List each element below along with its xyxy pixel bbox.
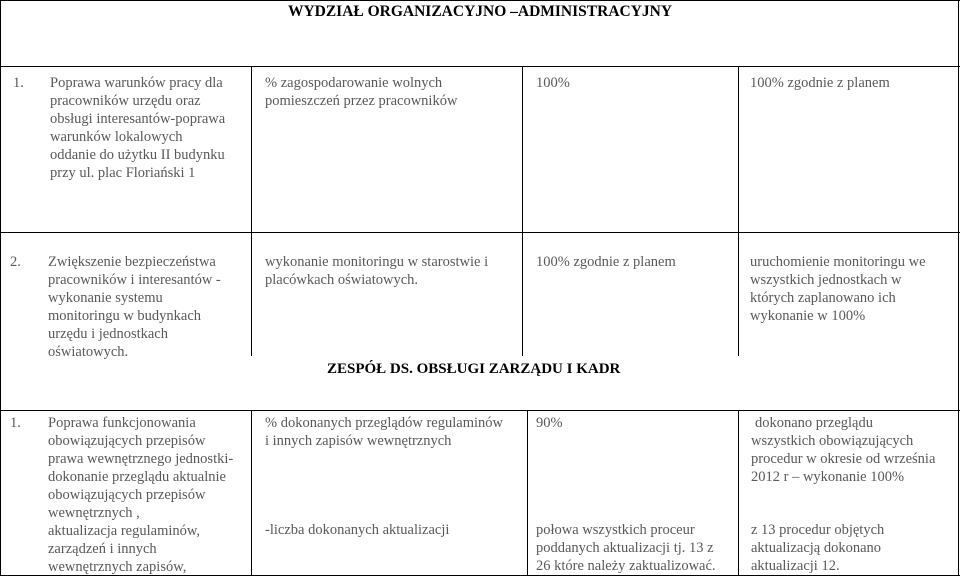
result-line: których zaplanowano ich — [750, 290, 896, 306]
task-line: zarządzeń i innych — [48, 541, 157, 557]
table-border-right — [958, 0, 959, 576]
result-cell: 100% zgodnie z planem — [750, 75, 890, 91]
task-line: przy ul. plac Floriański 1 — [50, 165, 196, 181]
target-line: poddanych aktualizacji tj. 13 z — [536, 540, 714, 556]
row-divider-title — [0, 66, 960, 67]
task-line: urzędu i jednostkach — [48, 326, 168, 342]
table-border-left — [0, 0, 1, 576]
row-number: 2. — [10, 254, 21, 270]
result-line: wykonanie w 100% — [750, 308, 866, 324]
measure-cell — [265, 74, 520, 110]
task-cell — [48, 253, 248, 361]
task-cell — [48, 414, 253, 576]
result-cell — [751, 414, 956, 486]
result-line: wszystkich jednostkach w — [750, 272, 902, 288]
col-divider-1 — [251, 232, 252, 356]
measure-line: % zagospodarowanie wolnych — [265, 75, 443, 91]
result-cell-2 — [751, 521, 956, 575]
task-line: obsługi interesantów-poprawa — [50, 111, 226, 127]
result-line: aktualizacją dokonano — [751, 540, 882, 556]
result-line: 2012 r – wykonanie 100% — [751, 469, 905, 485]
col-divider-2 — [522, 232, 523, 356]
measure-cell — [265, 253, 520, 289]
col-divider-2 — [527, 410, 528, 576]
task-line: monitoringu w budynkach — [48, 308, 202, 324]
task-line: obowiązujących przepisów — [48, 487, 206, 503]
target-line: 26 które należy zaktualizować. — [536, 558, 716, 574]
page-title: WYDZIAŁ ORGANIZACYJNO –ADMINISTRACYJNY — [287, 3, 673, 20]
row-number: 1. — [13, 75, 24, 91]
task-line: oddanie do użytku II budynku — [50, 147, 225, 163]
task-line: dokonanie przeglądu aktualnie — [48, 469, 226, 485]
task-cell — [50, 74, 250, 182]
measure-line: % dokonanych przeglądów regulaminów — [265, 415, 503, 431]
target-cell: 90% — [536, 415, 563, 431]
section-header: ZESPÓŁ DS. OBSŁUGI ZARZĄDU I KADR — [327, 361, 621, 377]
measure-cell-2: -liczba dokonanych aktualizacji — [265, 522, 450, 538]
result-cell — [750, 253, 955, 325]
task-line: pracowników urzędu oraz — [50, 93, 201, 109]
task-line: prawa wewnętrznego jednostki- — [48, 451, 234, 467]
task-line: Poprawa funkcjonowania — [48, 415, 196, 431]
task-line: Poprawa warunków pracy dla — [50, 75, 223, 91]
result-line: aktualizacji 12. — [751, 558, 840, 574]
table-border-top — [0, 0, 960, 1]
measure-line: pomieszczeń przez pracowników — [265, 93, 458, 109]
target-line: połowa wszystkich proceur — [536, 522, 695, 538]
task-line: wewnętrznych , — [48, 505, 140, 521]
col-divider-3 — [738, 66, 739, 232]
result-line: procedur w okresie od września — [751, 451, 936, 467]
measure-line: i innych zapisów wewnętrznych — [265, 433, 452, 449]
result-line: z 13 procedur objętych — [751, 522, 885, 538]
col-divider-2 — [522, 66, 523, 232]
task-line: obowiązujących przepisów — [48, 433, 206, 449]
col-divider-1 — [251, 66, 252, 232]
task-line: pracowników i interesantów - — [48, 272, 221, 288]
row-divider-2 — [0, 410, 960, 411]
col-divider-3 — [738, 232, 739, 356]
target-cell: 100% zgodnie z planem — [536, 254, 676, 270]
measure-line: wykonanie monitoringu w starostwie i — [265, 254, 489, 270]
target-cell: 100% — [536, 75, 570, 91]
task-line: wewnętrznych zapisów, — [48, 559, 187, 575]
measure-line: placówkach oświatowych. — [265, 272, 419, 288]
row-divider-1 — [0, 232, 960, 233]
target-cell-2 — [536, 521, 736, 575]
col-divider-3 — [738, 410, 739, 576]
task-line: oświatowych. — [48, 344, 129, 360]
measure-cell — [265, 414, 525, 450]
result-line: wszystkich obowiązujących — [751, 433, 914, 449]
result-line: uruchomienie monitoringu we — [750, 254, 926, 270]
task-line: wykonanie systemu — [48, 290, 163, 306]
task-line: aktualizacja regulaminów, — [48, 523, 201, 539]
task-line: warunków lokalowych — [50, 129, 183, 145]
result-line: dokonano przeglądu — [755, 415, 873, 431]
task-line: Zwiększenie bezpieczeństwa — [48, 254, 216, 270]
row-number: 1. — [10, 415, 21, 431]
